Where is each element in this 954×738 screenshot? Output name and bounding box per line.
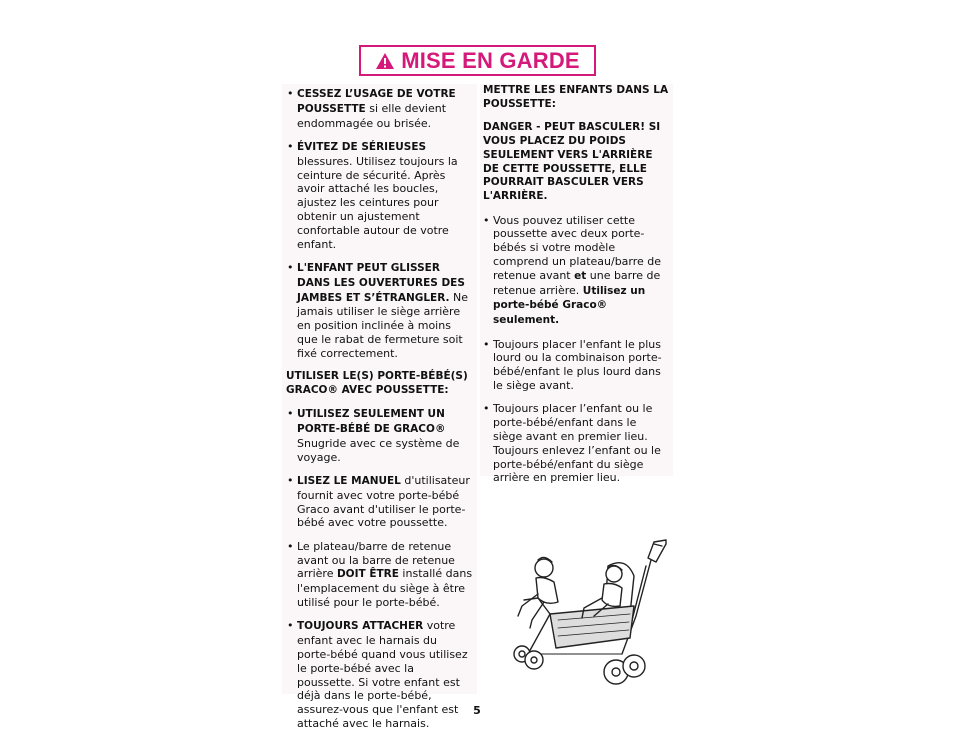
list-item: • CESSEZ L’USAGE DE VOTRE POUSSETTE si elle devient endommagée ou brisée. — [286, 87, 473, 130]
section-heading: METTRE LES ENFANTS DANS LA POUSSETTE: — [483, 84, 669, 110]
list-item: • Toujours placer l'enfant le plus lourd ou la combinaison porte-bébé/enfant le plus lourd dans le siège avant. — [483, 338, 669, 393]
section-heading: UTILISER LE(S) PORTE-BÉBÉ(S) GRACO® AVEC POUSSETTE: — [286, 370, 468, 396]
warning-triangle-icon — [375, 52, 395, 70]
list-item: • UTILISEZ SEULEMENT UN PORTE-BÉBÉ DE GRACO® Snugride avec ce système de voyage. — [286, 407, 473, 464]
list-item: • Le plateau/barre de retenue avant ou la barre de retenue arrière DOIT ÊTRE installé dans l'emplacement du siège à être utilisé pour le porte-bébé. — [286, 540, 473, 610]
danger-heading: DANGER - PEUT BASCULER! SI VOUS PLACEZ DU POIDS SEULEMENT VERS L'ARRIÈRE DE CETTE POUSSETTE, ELLE POURRAIT BASCULER VERS L'ARRIÈRE. — [483, 121, 661, 203]
warning-banner — [359, 45, 596, 76]
list-item: • LISEZ LE MANUEL d'utilisateur fournit avec votre porte-bébé Graco avant d'utiliser le porte-bébé avec votre poussette. — [286, 474, 473, 530]
right-column — [480, 84, 673, 485]
tandem-stroller-illustration — [498, 536, 676, 688]
list-item: • Toujours placer l’enfant ou le porte-bébé/enfant dans le siège avant en premier lieu. Toujours enlevez l’enfant ou le porte-bébé/enfant du siège arrière en premier lieu. — [483, 402, 669, 485]
list-item: • L'ENFANT PEUT GLISSER DANS LES OUVERTURES DES JAMBES ET S’ÉTRANGLER. Ne jamais utiliser le siège arrière en position inclinée à moins que le rabat de fermeture soit fixé correctement. — [286, 261, 473, 361]
list-item: • ÉVITEZ DE SÉRIEUSES blessures. Utilisez toujours la ceinture de sécurité. Après avoir attaché les boucles, ajustez les ceintures pour obtenir un ajustement confortable autour de votre enfant. — [286, 140, 473, 251]
list-item: • Vous pouvez utiliser cette poussette avec deux porte-bébés si votre modèle comprend un plateau/barre de retenue avant et une barre de retenue arrière. Utilisez un porte-bébé Graco® seulement. — [483, 214, 669, 328]
page-number: 5 — [473, 704, 481, 717]
list-item: • TOUJOURS ATTACHER votre enfant avec le harnais du porte-bébé quand vous utilisez le porte-bébé avec la poussette. Si votre enfant est déjà dans le porte-bébé, assurez-vous que l'enfant est attaché avec le harnais. — [286, 619, 473, 730]
banner-title: MISE EN GARDE — [401, 47, 580, 73]
left-column — [282, 84, 477, 731]
